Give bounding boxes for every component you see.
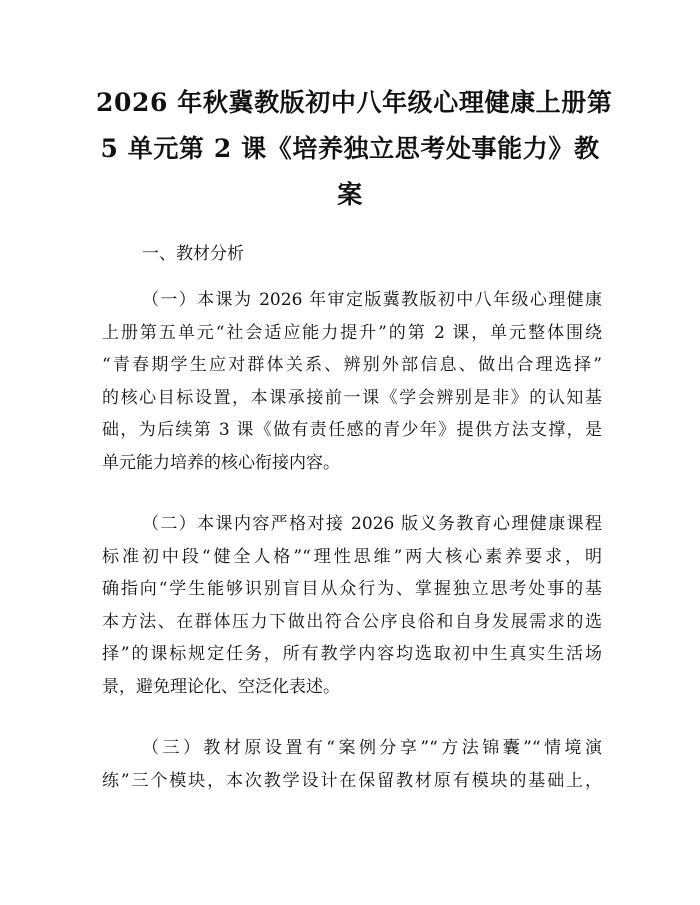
paragraph-line: （二）本课内容严格对接 2026 版义务教育心理健康课程: [142, 514, 602, 534]
title-line: 2026 年秋冀教版初中八年级心理健康上册第: [96, 88, 613, 117]
paragraph-line: 本方法、在群体压力下做出符合公序良俗和自身发展需求的选: [102, 611, 602, 632]
paragraph-line: 单元能力培养的核心衔接内容。: [102, 452, 340, 473]
document-title: [96, 80, 613, 218]
paragraph-line: “青春期学生应对群体关系、辨别外部信息、做出合理选择”: [102, 355, 602, 375]
paragraph-line: 确指向“学生能够识别盲目从众行为、掌握独立思考处事的基: [102, 579, 602, 599]
section-heading: 一、教材分析: [142, 244, 244, 264]
title-line: 案: [337, 180, 363, 209]
paragraph-line: 础，为后续第 3 课《做有责任感的青少年》提供方法支撑，是: [102, 420, 602, 440]
paragraph-line: 择”的课标规定任务，所有教学内容均选取初中生真实生活场: [102, 644, 602, 664]
paragraph-3: [102, 732, 602, 797]
paragraph-line: 景，避免理论化、空泛化表述。: [102, 676, 340, 697]
paragraph-line: 的核心目标设置，本课承接前一课《学会辨别是非》的认知基: [102, 387, 602, 408]
paragraph-line: 练”三个模块，本次教学设计在保留教材原有模块的基础上，: [102, 770, 602, 791]
paragraph-line: 上册第五单元“社会适应能力提升”的第 2 课，单元整体围绕: [102, 322, 602, 343]
title-line: 5 单元第 2 课《培养独立思考处事能力》教: [100, 134, 600, 163]
paragraph-2: [102, 508, 602, 703]
paragraph-line: （一）本课为 2026 年审定版冀教版初中八年级心理健康: [142, 290, 602, 310]
paragraph-1: [102, 284, 602, 479]
paragraph-line: （三）教材原设置有“案例分享”“方法锦囊”“情境演: [142, 738, 602, 758]
paragraph-line: 标准初中段“健全人格”“理性思维”两大核心素养要求，明: [102, 546, 602, 567]
